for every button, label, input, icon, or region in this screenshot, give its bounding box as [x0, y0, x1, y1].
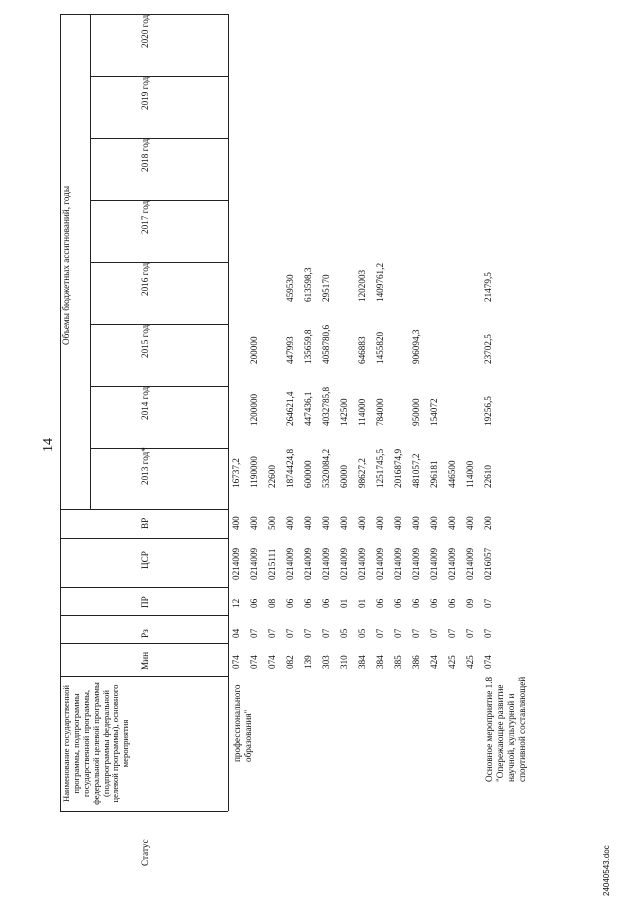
- table-cell-value: 446500: [447, 460, 457, 488]
- year-header: 2013 год*: [140, 447, 150, 485]
- header-line-pr: [60, 587, 228, 588]
- table-cell-rz: 04: [231, 628, 241, 638]
- table-cell-pr: 06: [321, 598, 331, 608]
- table-cell-csr: 0214009: [393, 547, 403, 580]
- header-line-min: [60, 643, 228, 644]
- table-cell-rz: 07: [447, 628, 457, 638]
- table-cell-pr: 07: [483, 598, 493, 608]
- table-cell-vr: 400: [321, 516, 331, 530]
- table-cell-value: 23702,5: [483, 334, 493, 364]
- table-cell-pr: 06: [411, 598, 421, 608]
- table-cell-value: 784000: [375, 398, 385, 426]
- table-cell-csr: 0214009: [339, 547, 349, 580]
- table-cell-min: 386: [411, 655, 421, 669]
- header-line-y2013: [90, 448, 228, 449]
- table-cell-vr: 400: [285, 516, 295, 530]
- header-status: Статус: [140, 839, 150, 866]
- table-cell-min: 384: [375, 655, 385, 669]
- header-pr: ПР: [140, 596, 150, 608]
- table-cell-vr: 400: [411, 516, 421, 530]
- table-cell-value: 646883: [357, 336, 367, 364]
- header-vr: ВР: [140, 517, 150, 529]
- table-cell-value: 447993: [285, 336, 295, 364]
- table-cell-min: 303: [321, 655, 331, 669]
- table-cell-value: 22610: [483, 465, 493, 488]
- table-cell-value: 481057,2: [411, 453, 421, 488]
- row-name-first: профессионального образования": [232, 684, 254, 762]
- table-cell-value: 295170: [321, 274, 331, 302]
- table-cell-pr: 08: [267, 598, 277, 608]
- table-cell-min: 074: [231, 655, 241, 669]
- header-line-rz: [60, 615, 228, 616]
- table-cell-vr: 400: [447, 516, 457, 530]
- table-cell-value: 22600: [267, 465, 277, 488]
- table-cell-pr: 06: [429, 598, 439, 608]
- table-cell-csr: 0214009: [375, 547, 385, 580]
- table-cell-vr: 400: [357, 516, 367, 530]
- table-cell-min: 310: [339, 655, 349, 669]
- table-cell-value: 447436,1: [303, 391, 313, 426]
- header-divider: [228, 14, 229, 811]
- table-cell-vr: 400: [375, 516, 385, 530]
- table-cell-min: 074: [267, 655, 277, 669]
- table-cell-pr: 06: [285, 598, 295, 608]
- table-cell-rz: 07: [465, 628, 475, 638]
- table-cell-rz: 07: [285, 628, 295, 638]
- table-cell-vr: 400: [429, 516, 439, 530]
- footer-code: 24040543.doc: [602, 845, 611, 896]
- header-name: Наименование государственной программы, подпрограммы государственной программы, федеральной целевой программы (подпрограммы федеральной целевой программы), основного мероприятия: [61, 682, 131, 805]
- header-line-y2014: [90, 386, 228, 387]
- year-header: 2014 год: [140, 386, 150, 420]
- table-cell-value: 142500: [339, 398, 349, 426]
- table-cell-pr: 12: [231, 598, 241, 608]
- table-cell-value: 200000: [249, 336, 259, 364]
- table-cell-value: 950000: [411, 398, 421, 426]
- table-cell-rz: 05: [339, 628, 349, 638]
- table-cell-value: 21479,5: [483, 272, 493, 302]
- table-cell-vr: 200: [483, 516, 493, 530]
- table-cell-value: 1251745,5: [375, 448, 385, 488]
- table-cell-value: 60000: [339, 465, 349, 488]
- table-cell-csr: 0214009: [231, 547, 241, 580]
- table-cell-value: 4058780,6: [321, 324, 331, 364]
- table-cell-pr: 06: [249, 598, 259, 608]
- table-cell-pr: 06: [375, 598, 385, 608]
- table-cell-pr: 06: [447, 598, 457, 608]
- table-cell-csr: 0214009: [285, 547, 295, 580]
- table-cell-pr: 06: [393, 598, 403, 608]
- table-cell-min: 424: [429, 655, 439, 669]
- header-line-name: [60, 676, 228, 677]
- table-cell-value: 1874424,8: [285, 448, 295, 488]
- table-cell-min: 139: [303, 655, 313, 669]
- header-line-y2018: [90, 138, 228, 139]
- table-cell-value: 114000: [465, 460, 475, 488]
- page-number: 14: [41, 438, 56, 452]
- header-min: Мин: [140, 651, 150, 670]
- header-csr: ЦСР: [140, 551, 150, 569]
- table-cell-value: 135659,8: [303, 329, 313, 364]
- table-cell-csr: 0214009: [249, 547, 259, 580]
- year-header: 2017 год: [140, 200, 150, 234]
- year-header: 2018 год: [140, 138, 150, 172]
- table-cell-rz: 07: [429, 628, 439, 638]
- table-cell-rz: 05: [357, 628, 367, 638]
- table-cell-vr: 400: [393, 516, 403, 530]
- table-cell-rz: 07: [375, 628, 385, 638]
- table-cell-csr: 0216057: [483, 547, 493, 580]
- header-rz: Рз: [140, 629, 150, 638]
- table-cell-value: 1409761,2: [375, 262, 385, 302]
- table-cell-value: 2016874,9: [393, 448, 403, 488]
- table-cell-csr: 0215111: [267, 548, 277, 580]
- table-cell-value: 1455820: [375, 331, 385, 364]
- header-line-y2019: [90, 76, 228, 77]
- table-cell-rz: 07: [267, 628, 277, 638]
- header-line-csr: [60, 538, 228, 539]
- table-cell-min: 074: [249, 655, 259, 669]
- table-cell-value: 600000: [303, 460, 313, 488]
- table-cell-value: 296181: [429, 460, 439, 488]
- table-cell-value: 1190000: [249, 456, 259, 488]
- header-line-y2016: [90, 262, 228, 263]
- table-cell-value: 19256,5: [483, 396, 493, 426]
- table-cell-min: 074: [483, 655, 493, 669]
- table-cell-csr: 0214009: [411, 547, 421, 580]
- table-cell-value: 16737,2: [231, 458, 241, 488]
- table-cell-value: 114000: [357, 398, 367, 426]
- table-cell-value: 459530: [285, 274, 295, 302]
- table-cell-rz: 07: [249, 628, 259, 638]
- table-cell-value: 5320084,2: [321, 448, 331, 488]
- table-cell-vr: 500: [267, 516, 277, 530]
- header-volumes: Объемы бюджетных ассигнований, годы: [61, 185, 71, 345]
- header-line-vr: [60, 509, 228, 510]
- table-cell-pr: 01: [357, 598, 367, 608]
- header-line-y2015: [90, 324, 228, 325]
- table-cell-csr: 0214009: [429, 547, 439, 580]
- table-cell-csr: 0214009: [357, 547, 367, 580]
- table-cell-pr: 09: [465, 598, 475, 608]
- table-cell-value: 264621,4: [285, 391, 295, 426]
- table-cell-min: 425: [465, 655, 475, 669]
- table-cell-value: 906094,3: [411, 329, 421, 364]
- table-cell-value: 1202003: [357, 269, 367, 302]
- table-cell-value: 154072: [429, 398, 439, 426]
- table-cell-csr: 0214009: [303, 547, 313, 580]
- table-cell-vr: 400: [339, 516, 349, 530]
- table-cell-rz: 07: [393, 628, 403, 638]
- table-cell-value: 1200000: [249, 393, 259, 426]
- table-cell-min: 385: [393, 655, 403, 669]
- year-header: 2019 год: [140, 76, 150, 110]
- table-cell-vr: 400: [231, 516, 241, 530]
- table-cell-pr: 06: [303, 598, 313, 608]
- table-cell-rz: 07: [303, 628, 313, 638]
- table-cell-pr: 01: [339, 598, 349, 608]
- table-cell-min: 082: [285, 655, 295, 669]
- table-cell-csr: 0214009: [447, 547, 457, 580]
- table-cell-value: 98627,2: [357, 458, 367, 488]
- table-cell-value: 4032785,8: [321, 386, 331, 426]
- table-cell-csr: 0214009: [321, 547, 331, 580]
- last-row-status: Основное мероприятие 1.8 "Опережающее развитие научной, культурной и спортивной составляющей: [484, 676, 528, 782]
- table-cell-rz: 07: [483, 628, 493, 638]
- table-cell-vr: 400: [465, 516, 475, 530]
- table-cell-value: 613598,3: [303, 267, 313, 302]
- year-header: 2015 год: [140, 324, 150, 358]
- header-bottom-border: [60, 811, 228, 812]
- table-cell-min: 384: [357, 655, 367, 669]
- table-cell-csr: 0214009: [465, 547, 475, 580]
- table-cell-rz: 07: [321, 628, 331, 638]
- table-cell-rz: 07: [411, 628, 421, 638]
- year-header: 2016 год: [140, 262, 150, 296]
- header-line-y2017: [90, 200, 228, 201]
- table-cell-vr: 400: [303, 516, 313, 530]
- year-header: 2020 год: [140, 14, 150, 48]
- table-cell-vr: 400: [249, 516, 259, 530]
- table-cell-min: 425: [447, 655, 457, 669]
